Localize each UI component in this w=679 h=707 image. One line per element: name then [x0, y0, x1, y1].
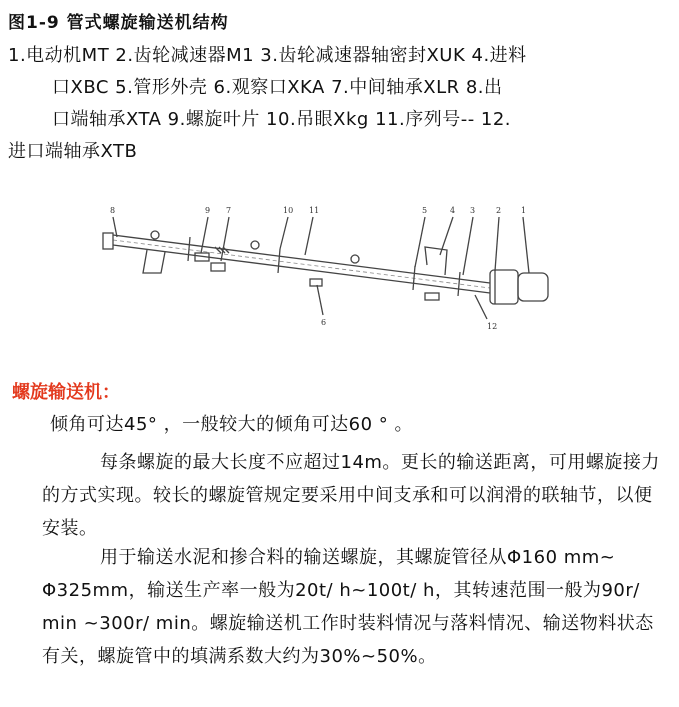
legend-line: 口端轴承XTA 9.螺旋叶片 10.吊眼Xkg 11.序列号-- 12.: [52, 109, 512, 130]
diagram-label: 2: [496, 206, 502, 215]
diagram-label: 11: [309, 206, 320, 215]
figure-legend: [8, 40, 672, 168]
legend-line: 进口端轴承XTB: [8, 141, 138, 162]
diagram-label: 1: [521, 206, 527, 215]
diagram-label: 3: [470, 206, 476, 215]
legend-line: 1.电动机MT 2.齿轮减速器M1 3.齿轮减速器轴密封XUK 4.进料: [8, 45, 527, 66]
paragraph: 用于输送水泥和掺合料的输送螺旋，其螺旋管径从Φ160 mm~ Φ325mm，输送生产率一般为20t/ h~100t/ h，其转速范围一般为90r/ min ~300r/ min。螺旋输送机工作时装料情况与落料情况、输送物料状态有关，螺旋管中的填满系数大约为30%~50%。: [42, 547, 654, 667]
figure-title: 图1-9 管式螺旋输送机结构: [8, 13, 229, 33]
section-title: 螺旋输送机：: [12, 382, 120, 403]
diagram-label: 4: [450, 206, 456, 215]
diagram-label: 10: [283, 206, 294, 215]
diagram-label: 9: [205, 206, 211, 215]
paragraph: 倾角可达45° ，一般较大的倾角可达60 ° 。: [50, 414, 413, 435]
paragraph: 每条螺旋的最大长度不应超过14m。更长的输送距离，可用螺旋接力的方式实现。较长的螺旋管规定要采用中间支承和可以润滑的联轴节，以便安装。: [42, 452, 660, 539]
diagram-label: 5: [422, 206, 428, 215]
screw-conveyor-diagram: [95, 195, 555, 345]
legend-line: 口XBC 5.管形外壳 6.观察口XKA 7.中间轴承XLR 8.出: [52, 77, 503, 98]
diagram-label: 7: [226, 206, 232, 215]
diagram-label: 8: [110, 206, 116, 215]
diagram-label: 6: [321, 318, 327, 327]
diagram-label: 12: [487, 322, 498, 331]
